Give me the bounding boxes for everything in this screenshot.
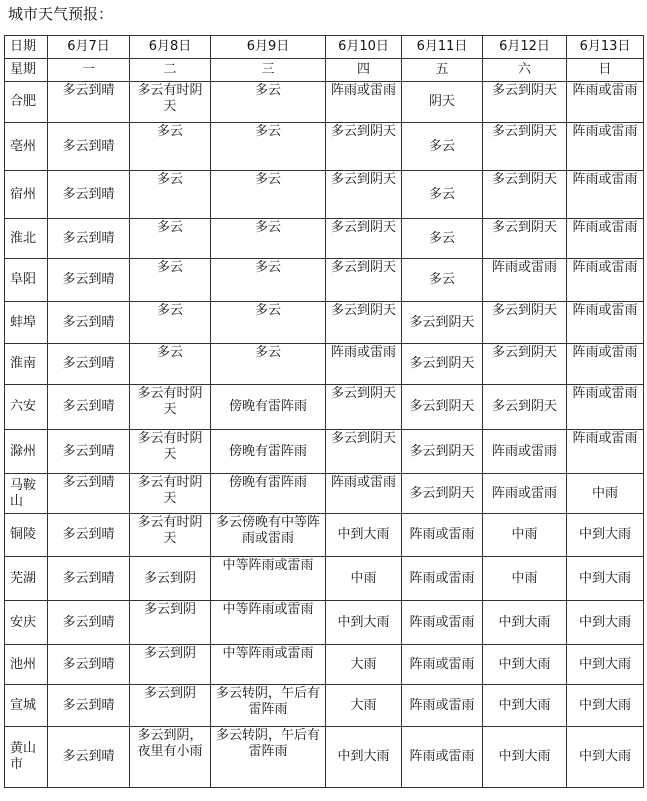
weekday-header-cell: 日 (567, 59, 644, 82)
forecast-cell: 多云 (211, 219, 326, 259)
forecast-cell: 多云到阴天 (483, 82, 567, 123)
weekday-header-cell: 六 (483, 59, 567, 82)
city-cell: 蚌埠 (5, 302, 48, 344)
forecast-cell: 中到大雨 (483, 601, 567, 645)
city-cell: 芜湖 (5, 557, 48, 601)
forecast-cell: 多云到阴天 (326, 171, 402, 219)
forecast-cell: 多云到晴 (48, 219, 130, 259)
forecast-cell: 中雨 (567, 474, 644, 514)
date-header-cell: 6月9日 (211, 36, 326, 59)
forecast-cell: 多云到阴天 (402, 344, 483, 385)
forecast-cell: 中到大雨 (567, 727, 644, 788)
forecast-cell: 中雨 (483, 514, 567, 557)
forecast-cell: 阵雨或雷雨 (402, 601, 483, 645)
forecast-cell: 中雨 (326, 557, 402, 601)
forecast-cell: 多云到阴天 (483, 302, 567, 344)
forecast-cell: 中等阵雨或雷雨 (211, 601, 326, 645)
forecast-cell: 阵雨或雷雨 (483, 259, 567, 302)
city-cell: 宿州 (5, 171, 48, 219)
forecast-cell: 多云到阴天 (483, 219, 567, 259)
city-cell: 铜陵 (5, 514, 48, 557)
forecast-cell: 阵雨或雷雨 (402, 514, 483, 557)
date-header-cell: 6月13日 (567, 36, 644, 59)
city-cell: 阜阳 (5, 259, 48, 302)
weekday-header-cell: 五 (402, 59, 483, 82)
forecast-cell: 多云 (130, 219, 211, 259)
city-cell: 滁州 (5, 430, 48, 474)
forecast-cell: 多云 (402, 219, 483, 259)
weekday-header-cell: 二 (130, 59, 211, 82)
forecast-cell: 多云到阴天 (483, 171, 567, 219)
forecast-cell: 多云到阴天 (402, 474, 483, 514)
forecast-cell: 多云傍晚有中等阵雨或雷雨 (211, 514, 326, 557)
forecast-cell: 多云 (211, 302, 326, 344)
forecast-cell: 多云到阴天 (402, 385, 483, 430)
forecast-cell: 阵雨或雷雨 (567, 385, 644, 430)
forecast-cell: 多云 (130, 171, 211, 219)
forecast-cell: 阵雨或雷雨 (567, 82, 644, 123)
forecast-cell: 阵雨或雷雨 (567, 259, 644, 302)
city-cell: 黄山市 (5, 727, 48, 788)
forecast-cell: 阵雨或雷雨 (402, 727, 483, 788)
forecast-cell: 多云 (211, 259, 326, 302)
forecast-cell: 多云到阴 (130, 557, 211, 601)
forecast-cell: 多云转阴，午后有雷阵雨 (211, 685, 326, 727)
forecast-cell: 阵雨或雷雨 (326, 82, 402, 123)
city-cell: 淮北 (5, 219, 48, 259)
page-title: 城市天气预报： (8, 5, 114, 23)
city-cell: 安庆 (5, 601, 48, 645)
forecast-cell: 傍晚有雷阵雨 (211, 430, 326, 474)
forecast-cell: 多云到阴 (130, 685, 211, 727)
forecast-cell: 大雨 (326, 645, 402, 685)
table-row (5, 430, 644, 474)
forecast-cell: 多云有时阴天 (130, 385, 211, 430)
date-header-cell: 6月7日 (48, 36, 130, 59)
weekday-header-cell: 三 (211, 59, 326, 82)
forecast-cell: 多云到晴 (48, 385, 130, 430)
table-row (5, 727, 644, 788)
forecast-cell: 阵雨或雷雨 (567, 171, 644, 219)
forecast-cell: 多云 (402, 259, 483, 302)
forecast-cell: 多云到阴天 (483, 123, 567, 171)
forecast-cell: 多云有时阴天 (130, 430, 211, 474)
table-row (5, 123, 644, 171)
forecast-cell: 多云转阴，午后有雷阵雨 (211, 727, 326, 788)
table-row (5, 344, 644, 385)
forecast-table (4, 35, 644, 788)
forecast-cell: 阵雨或雷雨 (483, 430, 567, 474)
header-row-weekdays (5, 59, 644, 82)
forecast-cell: 傍晚有雷阵雨 (211, 474, 326, 514)
forecast-cell: 多云 (130, 302, 211, 344)
forecast-cell: 中到大雨 (567, 557, 644, 601)
forecast-cell: 多云到阴天 (326, 430, 402, 474)
city-cell: 马鞍山 (5, 474, 48, 514)
forecast-cell: 阵雨或雷雨 (567, 430, 644, 474)
forecast-cell: 中到大雨 (483, 685, 567, 727)
forecast-cell: 多云到阴天 (402, 430, 483, 474)
forecast-cell: 中到大雨 (567, 685, 644, 727)
date-header-cell: 6月8日 (130, 36, 211, 59)
date-header-cell: 6月11日 (402, 36, 483, 59)
city-cell: 六安 (5, 385, 48, 430)
city-cell: 亳州 (5, 123, 48, 171)
table-row (5, 474, 644, 514)
forecast-cell: 多云有时阴天 (130, 474, 211, 514)
forecast-cell: 多云到阴天 (402, 302, 483, 344)
forecast-cell: 多云到阴天 (326, 219, 402, 259)
forecast-cell: 多云到阴天 (326, 123, 402, 171)
date-header-cell: 6月10日 (326, 36, 402, 59)
table-row (5, 514, 644, 557)
forecast-cell: 多云 (211, 171, 326, 219)
city-cell: 宣城 (5, 685, 48, 727)
forecast-cell: 多云到阴天 (483, 385, 567, 430)
forecast-cell: 多云到阴天 (326, 385, 402, 430)
forecast-cell: 多云到晴 (48, 557, 130, 601)
forecast-cell: 中到大雨 (326, 514, 402, 557)
forecast-cell: 多云到阴 (130, 645, 211, 685)
forecast-cell: 多云到晴 (48, 474, 130, 514)
forecast-cell: 阵雨或雷雨 (567, 219, 644, 259)
forecast-cell: 多云 (130, 259, 211, 302)
weekday-header-cell: 一 (48, 59, 130, 82)
forecast-cell: 中到大雨 (326, 727, 402, 788)
table-row (5, 385, 644, 430)
forecast-cell: 中到大雨 (567, 601, 644, 645)
forecast-cell: 多云 (402, 123, 483, 171)
forecast-cell: 多云到晴 (48, 259, 130, 302)
forecast-cell: 多云 (211, 344, 326, 385)
forecast-cell: 多云 (130, 344, 211, 385)
forecast-cell: 中到大雨 (326, 601, 402, 645)
forecast-cell: 傍晚有雷阵雨 (211, 385, 326, 430)
header-row-dates (5, 36, 644, 59)
forecast-cell: 多云有时阴天 (130, 82, 211, 123)
forecast-cell: 阵雨或雷雨 (402, 645, 483, 685)
forecast-cell: 中到大雨 (567, 514, 644, 557)
table-row (5, 601, 644, 645)
forecast-cell: 多云到阴天 (326, 302, 402, 344)
forecast-cell: 多云到晴 (48, 82, 130, 123)
weekday-header-cell: 四 (326, 59, 402, 82)
forecast-cell: 阵雨或雷雨 (567, 123, 644, 171)
forecast-cell: 中到大雨 (567, 645, 644, 685)
forecast-cell: 中到大雨 (483, 645, 567, 685)
forecast-cell: 多云到阴 (130, 601, 211, 645)
forecast-cell: 中等阵雨或雷雨 (211, 645, 326, 685)
forecast-cell: 多云到晴 (48, 727, 130, 788)
forecast-cell: 多云到晴 (48, 123, 130, 171)
table-row (5, 685, 644, 727)
forecast-cell: 多云到阴天 (326, 259, 402, 302)
city-cell: 淮南 (5, 344, 48, 385)
forecast-cell: 中等阵雨或雷雨 (211, 557, 326, 601)
forecast-cell: 大雨 (326, 685, 402, 727)
forecast-cell: 多云 (130, 123, 211, 171)
forecast-cell: 多云到晴 (48, 302, 130, 344)
forecast-cell: 多云 (211, 82, 326, 123)
forecast-cell: 多云到晴 (48, 514, 130, 557)
table-row (5, 82, 644, 123)
forecast-cell: 多云到晴 (48, 171, 130, 219)
forecast-cell: 中雨 (483, 557, 567, 601)
table-row (5, 171, 644, 219)
forecast-cell: 多云到晴 (48, 685, 130, 727)
forecast-cell: 多云 (402, 171, 483, 219)
weekday-label: 星期 (5, 59, 48, 82)
date-label: 日期 (5, 36, 48, 59)
forecast-cell: 多云到晴 (48, 344, 130, 385)
forecast-cell: 阵雨或雷雨 (483, 474, 567, 514)
table-row (5, 645, 644, 685)
forecast-cell: 阵雨或雷雨 (326, 344, 402, 385)
forecast-cell: 多云到晴 (48, 601, 130, 645)
table-row (5, 219, 644, 259)
forecast-cell: 多云到阴天 (483, 344, 567, 385)
table-row (5, 259, 644, 302)
city-cell: 池州 (5, 645, 48, 685)
forecast-cell: 多云 (211, 123, 326, 171)
forecast-cell: 阵雨或雷雨 (402, 685, 483, 727)
forecast-cell: 多云有时阴天 (130, 514, 211, 557)
forecast-cell: 多云到阴，夜里有小雨 (130, 727, 211, 788)
forecast-cell: 阵雨或雷雨 (567, 302, 644, 344)
date-header-cell: 6月12日 (483, 36, 567, 59)
table-row (5, 557, 644, 601)
forecast-cell: 阵雨或雷雨 (567, 344, 644, 385)
forecast-cell: 阵雨或雷雨 (326, 474, 402, 514)
forecast-cell: 多云到晴 (48, 645, 130, 685)
forecast-cell: 中到大雨 (483, 727, 567, 788)
city-cell: 合肥 (5, 82, 48, 123)
forecast-cell: 阵雨或雷雨 (402, 557, 483, 601)
forecast-cell: 多云到晴 (48, 430, 130, 474)
table-row (5, 302, 644, 344)
forecast-cell: 阴天 (402, 82, 483, 123)
